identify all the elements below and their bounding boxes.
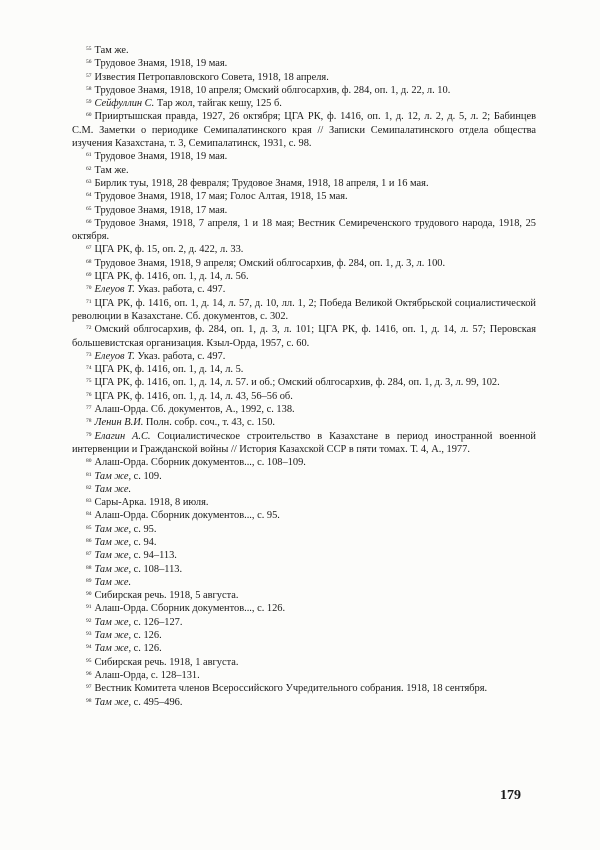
footnote-number: 92	[86, 617, 92, 624]
footnote	[72, 44, 536, 57]
footnote-text: Социалистическое строительство в Казахстане в период иностранной военной интервенции и Гражданской войны // История Казахской ССР в пяти томах. Т. 4, А., 1977.	[72, 430, 536, 455]
footnote	[72, 536, 536, 549]
footnote	[72, 509, 536, 522]
footnote-number: 57	[86, 72, 92, 79]
footnote-number: 87	[86, 551, 92, 558]
footnote-number: 76	[86, 391, 92, 398]
footnote	[72, 350, 536, 363]
footnote-author: Там же.	[94, 483, 132, 495]
footnote-text: с. 94–113.	[131, 550, 177, 562]
footnote	[72, 257, 536, 270]
footnote-text: с. 126.	[131, 630, 162, 642]
footnote	[72, 97, 536, 110]
footnote-text: Трудовое Знамя, 1918, 19 мая.	[94, 151, 228, 163]
page-number: 179	[500, 788, 521, 803]
footnote	[72, 57, 536, 70]
footnote-text: Вестник Комитета членов Всероссийского Учредительного собрания. 1918, 18 сентября.	[94, 683, 488, 695]
footnote	[72, 642, 536, 655]
footnote	[72, 190, 536, 203]
footnote-author: Елагин А.С.	[94, 430, 151, 442]
footnote-number: 85	[86, 524, 92, 531]
footnote-number: 64	[86, 192, 92, 199]
footnote-text: Полн. собр. соч., т. 43, с. 150.	[143, 417, 275, 429]
footnote-number: 75	[86, 378, 92, 385]
footnote-text: Алаш-Орда, с. 128–131.	[94, 669, 200, 681]
footnote-text: ЦГА РК, ф. 1416, оп. 1, д. 14, л. 57. и об.; Омский облгосархив, ф. 284, оп. 1, д. 3, л. 99, 102.	[94, 377, 500, 389]
footnote-author: Там же,	[94, 550, 132, 562]
footnote	[72, 150, 536, 163]
footnote	[72, 470, 536, 483]
footnote	[72, 403, 536, 416]
footnote-text: с. 95.	[131, 523, 157, 535]
footnote-author: Там же,	[94, 563, 132, 575]
footnote-text: Трудовое Знамя, 1918, 7 апреля, 1 и 18 мая; Вестник Семиреченского трудового народа, 1918, 25 октября.	[72, 217, 536, 243]
footnote-text: Трудовое Знамя, 1918, 10 апреля; Омский облгосархив, ф. 284, оп. 1, д. 22, л. 10.	[94, 84, 451, 96]
footnote-number: 80	[86, 458, 92, 465]
footnote-number: 72	[86, 325, 92, 332]
footnote-number: 68	[86, 258, 92, 265]
footnote-number: 78	[86, 418, 92, 425]
footnote-number: 73	[86, 351, 92, 358]
footnote	[72, 549, 536, 562]
footnote-author: Елеуов Т.	[94, 350, 135, 362]
footnote-text: Известия Петропавловского Совета, 1918, 18 апреля.	[94, 71, 329, 83]
footnote	[72, 589, 536, 602]
footnote	[72, 416, 536, 429]
footnote	[72, 217, 536, 244]
footnote-number: 96	[86, 670, 92, 677]
footnote-author: Елеуов Т.	[94, 284, 135, 296]
footnote-text: Трудовое Знамя, 1918, 17 мая; Голос Алтая, 1918, 15 мая.	[94, 191, 348, 203]
footnote-number: 83	[86, 498, 92, 505]
footnote-number: 91	[86, 604, 92, 611]
footnote-number: 95	[86, 657, 92, 664]
footnote-number: 79	[86, 431, 92, 438]
footnote	[72, 523, 536, 536]
footnote	[72, 243, 536, 256]
footnote-number: 69	[86, 272, 92, 279]
footnote	[72, 682, 536, 695]
footnote	[72, 656, 536, 669]
footnote-text: Прииртышская правда, 1927, 26 октября; ЦГА РК, ф. 1416, оп. 1, д. 12, л. 2, д. 5, л. 2; Бабинцев С.М. Заметки о периодике Семипалатинского края // Записки Семипалатинского отдела общества изучения Казахстана, т. 3, Семипалатинск, 1931, с. 98.	[72, 111, 536, 150]
footnote-text: Сары-Арка. 1918, 8 июля.	[94, 497, 209, 509]
footnote-text: Указ. работа, с. 497.	[134, 350, 226, 362]
footnote-author: Там же,	[94, 470, 132, 482]
footnote-number: 88	[86, 564, 92, 571]
footnote	[72, 616, 536, 629]
footnote-text: Алаш-Орда. Сборник документов..., с. 95.	[94, 510, 280, 522]
footnote-text: с. 108–113.	[131, 563, 183, 575]
footnote-author: Там же,	[94, 536, 132, 548]
footnote-number: 77	[86, 405, 92, 412]
footnote-number: 55	[86, 46, 92, 52]
footnote-text: ЦГА РК, ф. 1416, оп. 1, д. 14, л. 57, д. 10, лл. 1, 2; Победа Великой Октябрьской социалистической революции в Казахстане. Сб. документов, с. 302.	[72, 297, 536, 322]
footnote-text: Алаш-Орда. Сборник документов..., с. 108–109.	[94, 457, 306, 469]
footnote-text: Алаш-Орда. Сборник документов..., с. 126.	[94, 603, 286, 615]
footnote-text: ЦГА РК, ф. 1416, оп. 1, д. 14, л. 56.	[94, 271, 249, 283]
footnote-text: с. 495–496.	[131, 696, 183, 708]
footnote	[72, 110, 536, 150]
footnote-text: Алаш-Орда. Сб. документов, А., 1992, с. 138.	[94, 404, 295, 416]
footnote-number: 56	[86, 59, 92, 66]
footnote	[72, 323, 536, 350]
footnote	[72, 456, 536, 469]
footnotes-list	[72, 44, 536, 709]
footnote-text: ЦГА РК, ф. 1416, оп. 1, д. 14, л. 43, 56–56 об.	[94, 390, 293, 402]
footnote-text: с. 109.	[131, 470, 162, 482]
footnote-author: Там же,	[94, 643, 132, 655]
footnote-number: 70	[86, 285, 92, 292]
footnote	[72, 297, 536, 324]
footnote-number: 66	[86, 218, 92, 225]
footnote-text: ЦГА РК, ф. 15, оп. 2, д. 422, л. 33.	[94, 244, 244, 256]
footnote-number: 90	[86, 591, 92, 598]
footnote-number: 63	[86, 178, 92, 185]
footnote-number: 71	[86, 298, 92, 305]
footnote-number: 74	[86, 365, 92, 372]
footnote	[72, 629, 536, 642]
footnote-author: Там же.	[94, 576, 132, 588]
footnote	[72, 696, 536, 709]
footnote-number: 89	[86, 577, 92, 584]
footnote	[72, 84, 536, 97]
footnote-text: Трудовое Знамя, 1918, 17 мая.	[94, 204, 228, 216]
footnote-author: Там же,	[94, 630, 132, 642]
footnote-text: Там же.	[94, 164, 129, 176]
footnote-text: Сибирская речь. 1918, 5 августа.	[94, 590, 239, 602]
footnote-number: 62	[86, 165, 92, 172]
footnote-text: с. 126.	[131, 643, 162, 655]
footnote-number: 58	[86, 85, 92, 92]
footnote	[72, 430, 536, 457]
footnote-text: Бирлик туы, 1918, 28 февраля; Трудовое Знамя, 1918, 18 апреля, 1 и 16 мая.	[94, 177, 429, 189]
footnote-text: с. 94.	[131, 536, 157, 548]
footnote-text: ЦГА РК, ф. 1416, оп. 1, д. 14, л. 5.	[94, 364, 244, 376]
footnote-text: Указ. работа, с. 497.	[134, 284, 226, 296]
footnote	[72, 71, 536, 84]
footnote-text: Сибирская речь. 1918, 1 августа.	[94, 656, 239, 668]
footnote-number: 86	[86, 537, 92, 544]
footnote-number: 67	[86, 245, 92, 252]
footnote-text: Тар жол, тайгак кешу, 125 б.	[154, 98, 282, 110]
footnote	[72, 283, 536, 296]
footnote-text: Трудовое Знамя, 1918, 19 мая.	[94, 58, 228, 70]
footnote	[72, 669, 536, 682]
footnote	[72, 164, 536, 177]
footnote-author: Там же,	[94, 523, 132, 535]
footnote	[72, 390, 536, 403]
footnote	[72, 363, 536, 376]
footnote-number: 61	[86, 152, 92, 159]
footnote-number: 98	[86, 697, 92, 704]
footnote-text: Омский облгосархив, ф. 284, оп. 1, д. 3, л. 101; ЦГА РК, ф. 1416, оп. 1, д. 14, л. 57; Перовская большевистская организация. Кзыл-Орда, 1957, с. 60.	[72, 324, 536, 349]
footnote-number: 93	[86, 631, 92, 638]
footnote-author: Сейфуллин С.	[94, 98, 155, 110]
footnote-number: 81	[86, 471, 92, 478]
footnote	[72, 576, 536, 589]
footnote-text: Трудовое Знамя, 1918, 9 апреля; Омский облгосархив, ф. 284, оп. 1, д. 3, л. 100.	[94, 257, 446, 269]
footnote	[72, 177, 536, 190]
footnote	[72, 270, 536, 283]
footnote-number: 65	[86, 205, 92, 212]
footnote	[72, 376, 536, 389]
footnote-number: 60	[86, 112, 92, 119]
footnote	[72, 602, 536, 615]
footnote-author: Там же,	[94, 616, 132, 628]
footnote-number: 97	[86, 684, 92, 691]
footnote-author: Там же,	[94, 696, 132, 708]
footnote	[72, 496, 536, 509]
footnote	[72, 563, 536, 576]
footnote-text: Там же.	[94, 45, 129, 56]
footnote-number: 59	[86, 99, 92, 106]
footnote-number: 84	[86, 511, 92, 518]
footnote-text: с. 126–127.	[131, 616, 183, 628]
footnote	[72, 483, 536, 496]
footnote-author: Ленин В.И.	[94, 417, 144, 429]
footnote	[72, 204, 536, 217]
footnote-number: 94	[86, 644, 92, 651]
footnote-number: 82	[86, 484, 92, 491]
